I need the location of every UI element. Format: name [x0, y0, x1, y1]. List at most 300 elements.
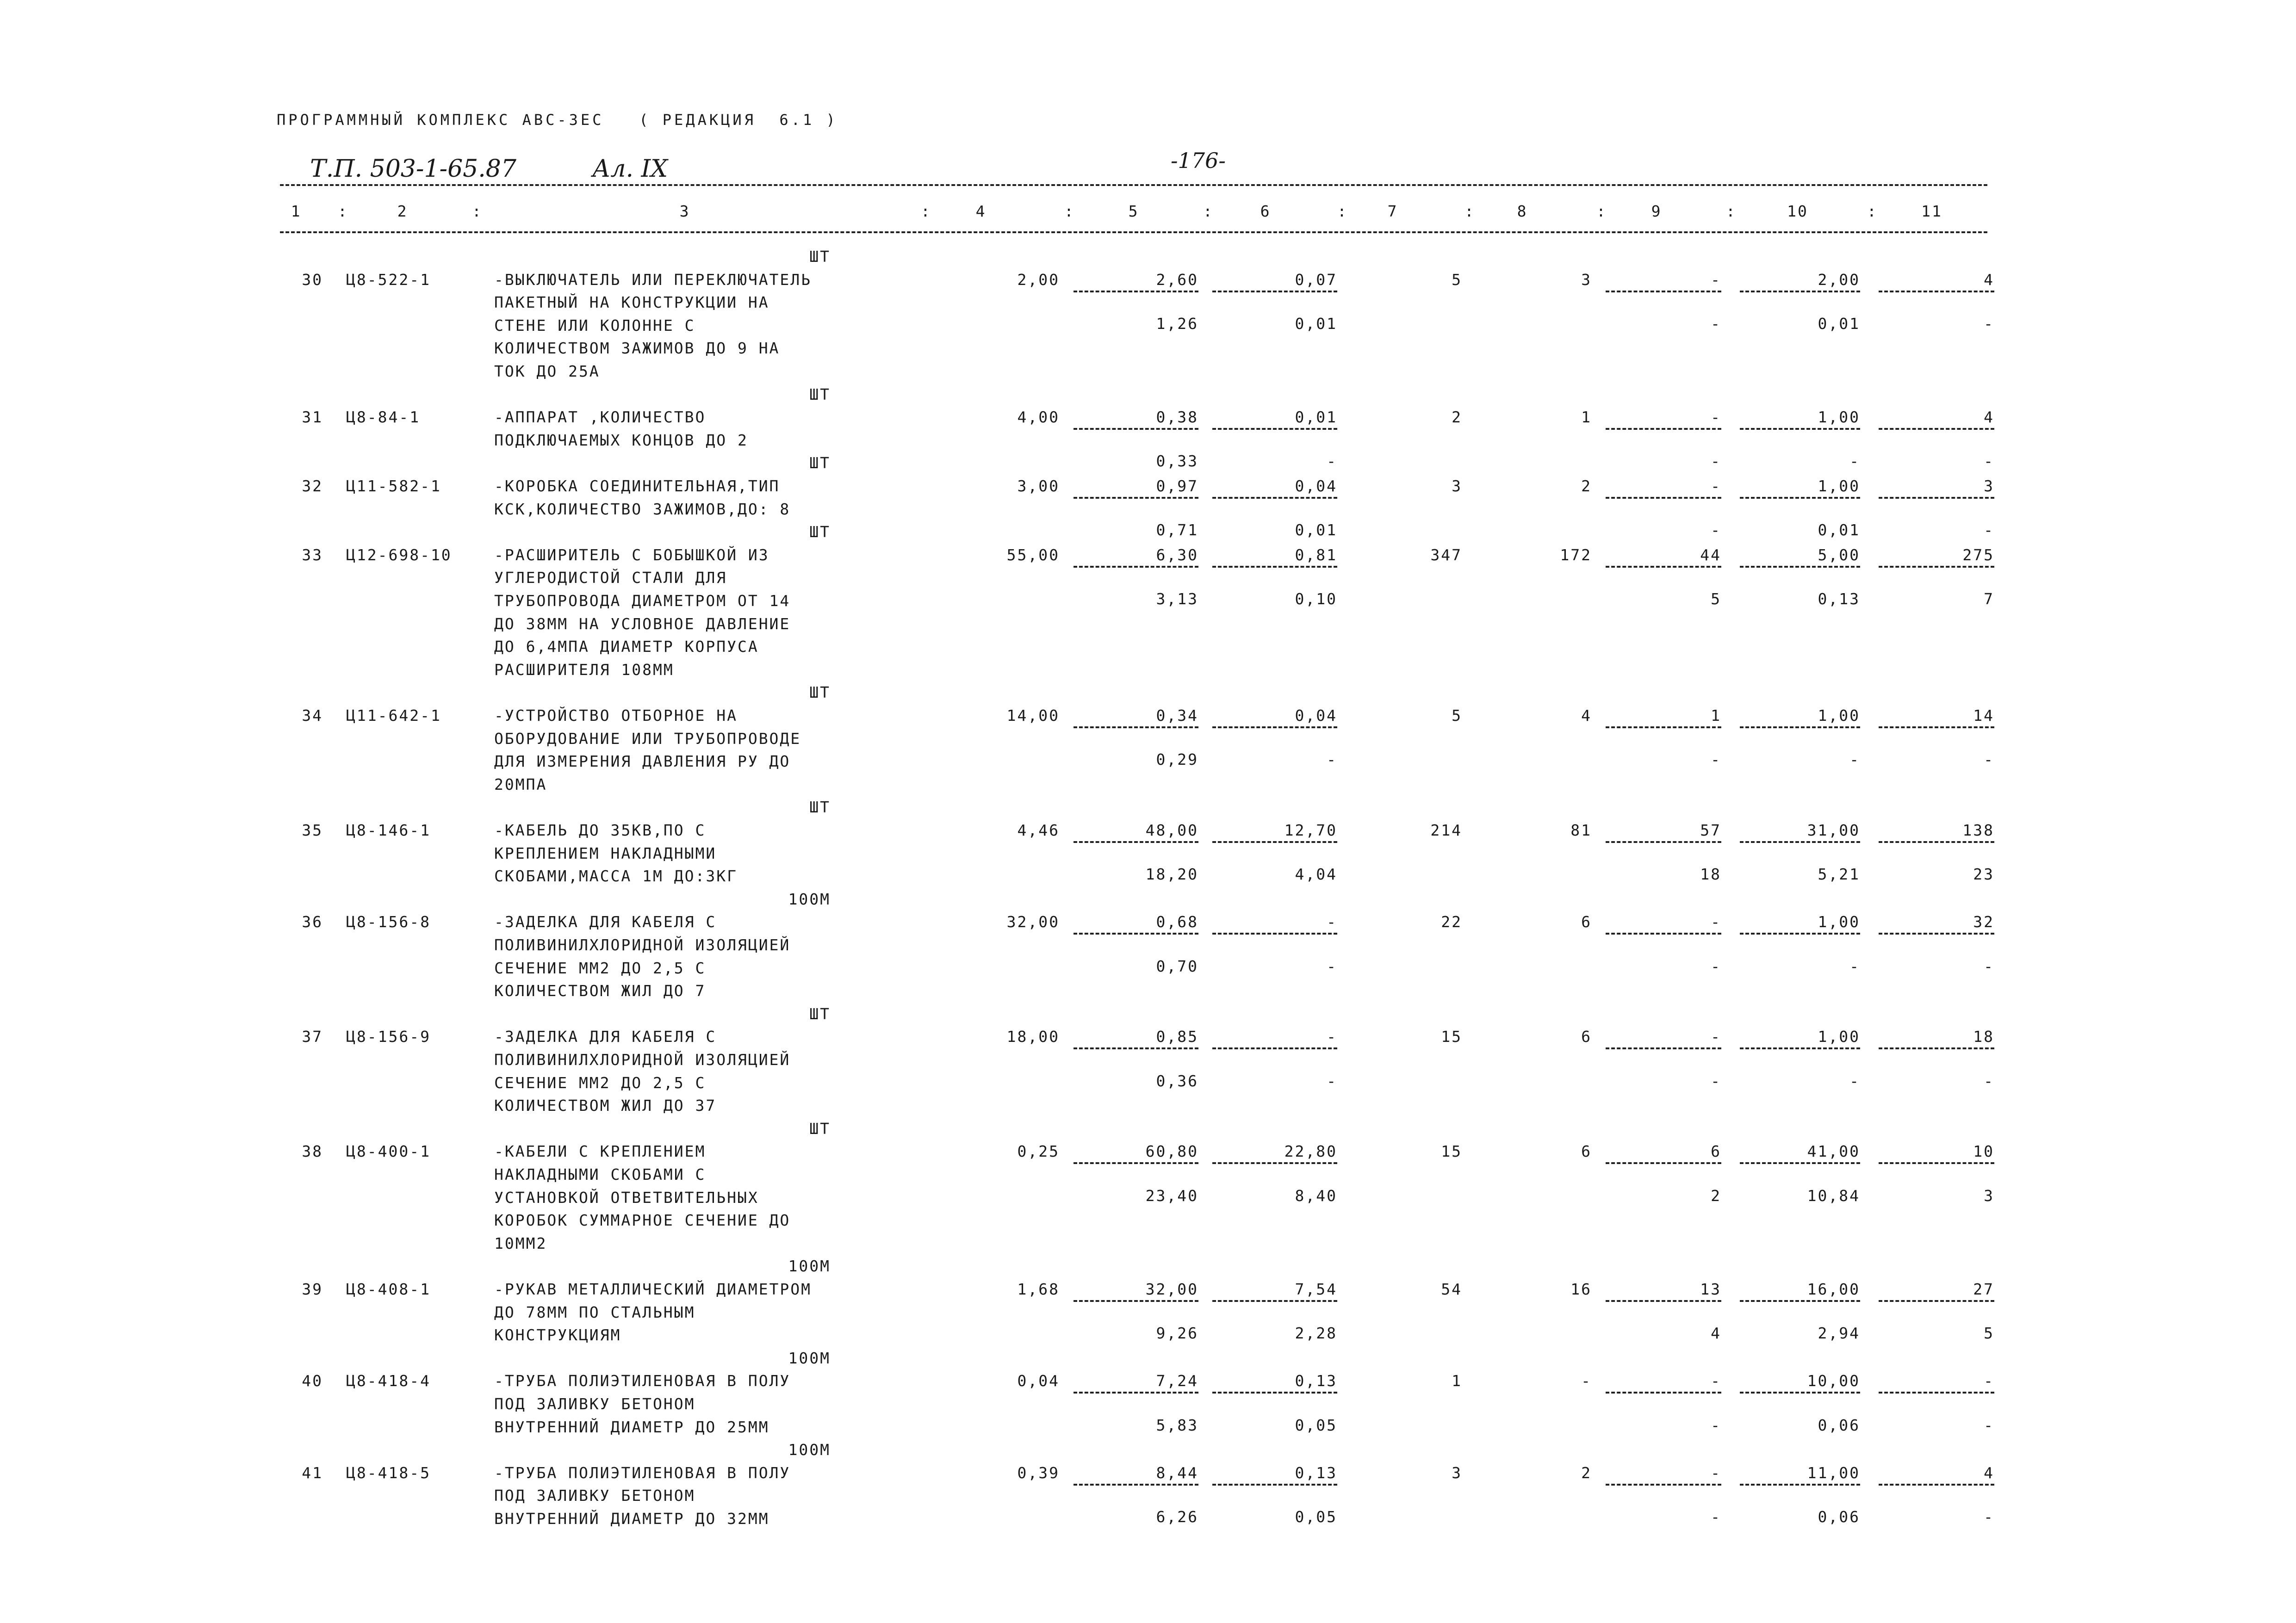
- value-c5-sub: 0,29: [1156, 750, 1198, 769]
- value-c10-sub: 2,94: [1818, 1324, 1860, 1343]
- value-c9: 6: [1711, 1142, 1721, 1161]
- value-c6-sub: 8,40: [1295, 1186, 1337, 1205]
- row-number: 33: [302, 545, 323, 564]
- value-c7: 3: [1452, 477, 1462, 495]
- item-description-line: КОРОБОК СУММАРНОЕ СЕЧЕНИЕ ДО: [494, 1211, 791, 1230]
- item-description-line: ТРУБОПРОВОДА ДИАМЕТРОМ ОТ 14: [494, 592, 791, 610]
- value-c6-sub: -: [1327, 957, 1337, 975]
- divider-9: [1606, 291, 1721, 292]
- item-description-line: -УСТРОЙСТВО ОТБОРНОЕ НА: [494, 706, 738, 725]
- value-c8: 2: [1581, 1463, 1592, 1482]
- divider-6: [1212, 933, 1337, 935]
- value-c11: 275: [1962, 545, 1994, 564]
- row-number: 30: [302, 270, 323, 289]
- value-c6-sub: 2,28: [1295, 1324, 1337, 1343]
- row-number: 40: [302, 1372, 323, 1390]
- value-c7: 3: [1452, 1463, 1462, 1482]
- divider-10: [1740, 841, 1860, 843]
- value-c10: 10,00: [1807, 1372, 1860, 1390]
- divider-10: [1740, 428, 1860, 430]
- value-c10: 5,00: [1818, 545, 1860, 564]
- unit-label: ШТ: [809, 523, 831, 541]
- program-header: ПРОГРАММНЫЙ КОМПЛЕКС АВС-3ЕС ( РЕДАКЦИЯ 6.1 ): [277, 111, 838, 129]
- divider-9: [1606, 1047, 1721, 1049]
- item-description-line: -КАБЕЛИ С КРЕПЛЕНИЕМ: [494, 1142, 706, 1161]
- column-separator: :: [1203, 202, 1214, 220]
- value-c11-sub: 3: [1984, 1186, 1994, 1205]
- divider-5: [1074, 428, 1198, 430]
- divider-9: [1606, 1162, 1721, 1164]
- value-c8: -: [1581, 1372, 1592, 1390]
- value-c6-sub: 0,01: [1295, 314, 1337, 333]
- item-description-line: -ЗАДЕЛКА ДЛЯ КАБЕЛЯ С: [494, 1028, 717, 1046]
- value-c5-sub: 3,13: [1156, 590, 1198, 608]
- divider-6: [1212, 1392, 1337, 1394]
- value-c9: -: [1711, 1463, 1721, 1482]
- album-label: Ал. IX: [592, 155, 668, 183]
- divider-10: [1740, 1484, 1860, 1486]
- value-c4: 2,00: [1017, 270, 1060, 289]
- item-description-line: -ЗАДЕЛКА ДЛЯ КАБЕЛЯ С: [494, 913, 717, 931]
- divider-9: [1606, 841, 1721, 843]
- value-c11-sub: -: [1984, 521, 1994, 539]
- value-c10-sub: -: [1849, 957, 1860, 975]
- value-c6-sub: 0,05: [1295, 1416, 1337, 1434]
- divider-10: [1740, 726, 1860, 728]
- item-description-line: -РАСШИРИТЕЛЬ С БОБЫШКОЙ ИЗ: [494, 545, 769, 564]
- item-description-line: ДО 6,4МПА ДИАМЕТР КОРПУСА: [494, 638, 759, 656]
- item-description-line: СЕЧЕНИЕ ММ2 ДО 2,5 С: [494, 959, 706, 977]
- value-c10: 1,00: [1818, 1028, 1860, 1046]
- value-c10-sub: 0,06: [1818, 1416, 1860, 1434]
- item-code: Ц12-698-10: [346, 545, 452, 564]
- value-c7: 347: [1430, 545, 1462, 564]
- value-c11: 14: [1973, 706, 1994, 725]
- value-c5: 0,38: [1156, 408, 1198, 427]
- value-c9-sub: -: [1711, 750, 1721, 769]
- unit-label: ШТ: [809, 683, 831, 702]
- item-description-line: ДЛЯ ИЗМЕРЕНИЯ ДАВЛЕНИЯ РУ ДО: [494, 752, 791, 771]
- value-c4: 4,00: [1017, 408, 1060, 427]
- value-c10-sub: 0,01: [1818, 314, 1860, 333]
- divider-11: [1879, 1047, 1994, 1049]
- divider-11: [1879, 726, 1994, 728]
- unit-label: ШТ: [809, 798, 831, 817]
- header-rule-top: [280, 184, 1987, 186]
- item-description-line: УСТАНОВКОЙ ОТВЕТВИТЕЛЬНЫХ: [494, 1188, 759, 1207]
- divider-11: [1879, 841, 1994, 843]
- divider-9: [1606, 1484, 1721, 1486]
- value-c11: 27: [1973, 1280, 1994, 1298]
- item-description-line: -КОРОБКА СОЕДИНИТЕЛЬНАЯ,ТИП: [494, 477, 780, 495]
- value-c10-sub: 0,13: [1818, 590, 1860, 608]
- divider-9: [1606, 933, 1721, 935]
- divider-10: [1740, 1300, 1860, 1302]
- unit-label: ШТ: [809, 1004, 831, 1023]
- divider-6: [1212, 1484, 1337, 1486]
- value-c4: 0,39: [1017, 1463, 1060, 1482]
- column-separator: :: [921, 202, 931, 220]
- divider-6: [1212, 291, 1337, 292]
- value-c11-sub: -: [1984, 1508, 1994, 1526]
- value-c11: 4: [1984, 270, 1994, 289]
- value-c6-sub: 4,04: [1295, 865, 1337, 884]
- item-description-line: ПОДКЛЮЧАЕМЫХ КОНЦОВ ДО 2: [494, 431, 748, 449]
- item-description-line: КОЛИЧЕСТВОМ ЖИЛ ДО 7: [494, 982, 706, 1000]
- value-c11-sub: -: [1984, 314, 1994, 333]
- row-number: 34: [302, 706, 323, 725]
- value-c11-sub: -: [1984, 750, 1994, 769]
- value-c6: 0,07: [1295, 270, 1337, 289]
- divider-6: [1212, 1047, 1337, 1049]
- row-number: 36: [302, 913, 323, 931]
- divider-11: [1879, 1484, 1994, 1486]
- item-description-line: КОЛИЧЕСТВОМ ЗАЖИМОВ ДО 9 НА: [494, 339, 780, 358]
- value-c5-sub: 0,36: [1156, 1072, 1198, 1090]
- column-separator: :: [1867, 202, 1878, 220]
- row-number: 38: [302, 1142, 323, 1161]
- doc-code: Т.П. 503-1-65.87: [310, 155, 516, 183]
- item-description-line: РАСШИРИТЕЛЯ 108ММ: [494, 660, 674, 679]
- value-c4: 32,00: [1006, 913, 1060, 931]
- value-c8: 2: [1581, 477, 1592, 495]
- value-c5-sub: 0,71: [1156, 521, 1198, 539]
- value-c9-sub: -: [1711, 314, 1721, 333]
- unit-label: ШТ: [809, 248, 831, 266]
- value-c5: 0,68: [1156, 913, 1198, 931]
- value-c9: -: [1711, 408, 1721, 427]
- value-c5: 2,60: [1156, 270, 1198, 289]
- value-c9: -: [1711, 477, 1721, 495]
- divider-6: [1212, 841, 1337, 843]
- item-description-line: ПАКЕТНЫЙ НА КОНСТРУКЦИИ НА: [494, 293, 769, 312]
- divider-5: [1074, 291, 1198, 292]
- value-c11: 4: [1984, 408, 1994, 427]
- divider-5: [1074, 1047, 1198, 1049]
- value-c7: 5: [1452, 270, 1462, 289]
- value-c6: 0,81: [1295, 545, 1337, 564]
- value-c6-sub: -: [1327, 750, 1337, 769]
- value-c11-sub: 5: [1984, 1324, 1994, 1343]
- value-c8: 6: [1581, 1142, 1592, 1161]
- column-header-3: 3: [679, 202, 690, 220]
- column-header-11: 11: [1921, 202, 1942, 220]
- divider-9: [1606, 566, 1721, 568]
- item-code: Ц8-84-1: [346, 408, 421, 427]
- column-separator: :: [1337, 202, 1348, 220]
- page-number: -176-: [1171, 148, 1226, 173]
- divider-5: [1074, 497, 1198, 499]
- value-c9: -: [1711, 913, 1721, 931]
- value-c10-sub: 0,01: [1818, 521, 1860, 539]
- value-c10: 1,00: [1818, 913, 1860, 931]
- value-c10: 31,00: [1807, 821, 1860, 839]
- value-c6-sub: 0,01: [1295, 521, 1337, 539]
- column-header-9: 9: [1651, 202, 1662, 220]
- divider-9: [1606, 1392, 1721, 1394]
- value-c9: -: [1711, 1372, 1721, 1390]
- unit-label: 100М: [788, 1257, 831, 1276]
- value-c11-sub: -: [1984, 452, 1994, 471]
- column-header-10: 10: [1787, 202, 1808, 220]
- item-description-line: ВНУТРЕННИЙ ДИАМЕТР ДО 25ММ: [494, 1418, 769, 1436]
- item-description-line: -ВЫКЛЮЧАТЕЛЬ ИЛИ ПЕРЕКЛЮЧАТЕЛЬ: [494, 270, 812, 289]
- divider-10: [1740, 1047, 1860, 1049]
- divider-6: [1212, 1300, 1337, 1302]
- value-c8: 4: [1581, 706, 1592, 725]
- value-c11-sub: -: [1984, 957, 1994, 975]
- value-c5-sub: 9,26: [1156, 1324, 1198, 1343]
- value-c6-sub: -: [1327, 452, 1337, 471]
- value-c5-sub: 6,26: [1156, 1508, 1198, 1526]
- value-c11: -: [1984, 1372, 1994, 1390]
- item-description-line: ПОЛИВИНИЛХЛОРИДНОЙ ИЗОЛЯЦИЕЙ: [494, 1051, 791, 1069]
- value-c11: 18: [1973, 1028, 1994, 1046]
- value-c10-sub: -: [1849, 750, 1860, 769]
- item-code: Ц8-400-1: [346, 1142, 431, 1161]
- value-c9: -: [1711, 270, 1721, 289]
- value-c7: 22: [1441, 913, 1462, 931]
- divider-6: [1212, 726, 1337, 728]
- divider-11: [1879, 566, 1994, 568]
- value-c9-sub: -: [1711, 957, 1721, 975]
- item-code: Ц8-418-5: [346, 1463, 431, 1482]
- item-description-line: -РУКАВ МЕТАЛЛИЧЕСКИЙ ДИАМЕТРОМ: [494, 1280, 812, 1298]
- value-c9: 13: [1700, 1280, 1721, 1298]
- value-c4: 0,04: [1017, 1372, 1060, 1390]
- value-c9-sub: 18: [1700, 865, 1721, 884]
- item-code: Ц8-156-9: [346, 1028, 431, 1046]
- value-c9-sub: 2: [1711, 1186, 1721, 1205]
- value-c5-sub: 1,26: [1156, 314, 1198, 333]
- item-description-line: СТЕНЕ ИЛИ КОЛОННЕ С: [494, 316, 695, 335]
- value-c4: 3,00: [1017, 477, 1060, 495]
- item-description-line: ПОД ЗАЛИВКУ БЕТОНОМ: [494, 1395, 695, 1413]
- value-c4: 1,68: [1017, 1280, 1060, 1298]
- value-c10: 11,00: [1807, 1463, 1860, 1482]
- value-c5-sub: 0,70: [1156, 957, 1198, 975]
- value-c6: 0,13: [1295, 1372, 1337, 1390]
- value-c7: 2: [1452, 408, 1462, 427]
- value-c4: 55,00: [1006, 545, 1060, 564]
- divider-10: [1740, 497, 1860, 499]
- value-c10: 1,00: [1818, 706, 1860, 725]
- column-separator: :: [1464, 202, 1475, 220]
- value-c11-sub: 23: [1973, 865, 1994, 884]
- value-c6: -: [1327, 913, 1337, 931]
- value-c5: 32,00: [1145, 1280, 1198, 1298]
- item-description-line: КРЕПЛЕНИЕМ НАКЛАДНЫМИ: [494, 844, 717, 862]
- column-header-2: 2: [397, 202, 408, 220]
- value-c8: 172: [1560, 545, 1592, 564]
- item-description-line: ПОЛИВИНИЛХЛОРИДНОЙ ИЗОЛЯЦИЕЙ: [494, 936, 791, 954]
- value-c5-sub: 0,33: [1156, 452, 1198, 471]
- value-c8: 6: [1581, 913, 1592, 931]
- item-description-line: 10ММ2: [494, 1234, 547, 1252]
- value-c7: 214: [1430, 821, 1462, 839]
- row-number: 35: [302, 821, 323, 839]
- value-c5-sub: 5,83: [1156, 1416, 1198, 1434]
- column-separator: :: [1726, 202, 1737, 220]
- value-c7: 15: [1441, 1028, 1462, 1046]
- item-description-line: -АППАРАТ ,КОЛИЧЕСТВО: [494, 408, 706, 427]
- divider-5: [1074, 1484, 1198, 1486]
- value-c9-sub: 4: [1711, 1324, 1721, 1343]
- header-rule-bottom: [280, 231, 1987, 233]
- value-c9-sub: -: [1711, 1072, 1721, 1090]
- divider-5: [1074, 726, 1198, 728]
- item-description-line: ОБОРУДОВАНИЕ ИЛИ ТРУБОПРОВОДЕ: [494, 729, 801, 748]
- value-c10-sub: -: [1849, 1072, 1860, 1090]
- value-c8: 3: [1581, 270, 1592, 289]
- value-c6: 0,13: [1295, 1463, 1337, 1482]
- value-c10: 1,00: [1818, 408, 1860, 427]
- divider-5: [1074, 1392, 1198, 1394]
- value-c11: 138: [1962, 821, 1994, 839]
- value-c10-sub: -: [1849, 452, 1860, 471]
- divider-10: [1740, 1162, 1860, 1164]
- value-c7: 54: [1441, 1280, 1462, 1298]
- value-c4: 18,00: [1006, 1028, 1060, 1046]
- divider-9: [1606, 726, 1721, 728]
- value-c7: 5: [1452, 706, 1462, 725]
- value-c6-sub: 0,10: [1295, 590, 1337, 608]
- value-c5: 7,24: [1156, 1372, 1198, 1390]
- column-separator: :: [1064, 202, 1075, 220]
- divider-5: [1074, 1300, 1198, 1302]
- column-header-6: 6: [1260, 202, 1271, 220]
- value-c10: 2,00: [1818, 270, 1860, 289]
- value-c9-sub: -: [1711, 1508, 1721, 1526]
- column-header-8: 8: [1517, 202, 1528, 220]
- unit-label: 100М: [788, 1349, 831, 1367]
- row-number: 37: [302, 1028, 323, 1046]
- value-c4: 0,25: [1017, 1142, 1060, 1161]
- item-code: Ц8-418-4: [346, 1372, 431, 1390]
- value-c11: 32: [1973, 913, 1994, 931]
- value-c8: 16: [1570, 1280, 1592, 1298]
- value-c5: 0,34: [1156, 706, 1198, 725]
- item-description-line: 20МПА: [494, 775, 547, 793]
- divider-6: [1212, 566, 1337, 568]
- divider-9: [1606, 428, 1721, 430]
- item-code: Ц11-582-1: [346, 477, 441, 495]
- column-header-1: 1: [291, 202, 302, 220]
- item-description-line: КСК,КОЛИЧЕСТВО ЗАЖИМОВ,ДО: 8: [494, 500, 791, 518]
- value-c5-sub: 18,20: [1145, 865, 1198, 884]
- column-separator: :: [1596, 202, 1607, 220]
- value-c11: 10: [1973, 1142, 1994, 1161]
- value-c10-sub: 10,84: [1807, 1186, 1860, 1205]
- item-description-line: СЕЧЕНИЕ ММ2 ДО 2,5 С: [494, 1073, 706, 1092]
- column-header-7: 7: [1387, 202, 1398, 220]
- item-description-line: ПОД ЗАЛИВКУ БЕТОНОМ: [494, 1487, 695, 1505]
- item-description-line: ВНУТРЕННИЙ ДИАМЕТР ДО 32ММ: [494, 1510, 769, 1528]
- value-c6: 0,01: [1295, 408, 1337, 427]
- value-c5-sub: 23,40: [1145, 1186, 1198, 1205]
- value-c5: 0,85: [1156, 1028, 1198, 1046]
- divider-11: [1879, 1300, 1994, 1302]
- value-c8: 6: [1581, 1028, 1592, 1046]
- column-separator: :: [472, 202, 483, 220]
- value-c4: 4,46: [1017, 821, 1060, 839]
- row-number: 39: [302, 1280, 323, 1298]
- item-description-line: УГЛЕРОДИСТОЙ СТАЛИ ДЛЯ: [494, 569, 727, 587]
- value-c6: 22,80: [1284, 1142, 1337, 1161]
- item-code: Ц11-642-1: [346, 706, 441, 725]
- divider-10: [1740, 933, 1860, 935]
- divider-6: [1212, 1162, 1337, 1164]
- value-c10: 41,00: [1807, 1142, 1860, 1161]
- value-c10-sub: 0,06: [1818, 1508, 1860, 1526]
- unit-label: 100М: [788, 890, 831, 908]
- value-c9-sub: -: [1711, 452, 1721, 471]
- unit-label: ШТ: [809, 1119, 831, 1138]
- divider-11: [1879, 933, 1994, 935]
- item-description-line: -ТРУБА ПОЛИЭТИЛЕНОВАЯ В ПОЛУ: [494, 1463, 791, 1482]
- value-c5: 0,97: [1156, 477, 1198, 495]
- row-number: 41: [302, 1463, 323, 1482]
- value-c9-sub: 5: [1711, 590, 1721, 608]
- divider-11: [1879, 1392, 1994, 1394]
- value-c9-sub: -: [1711, 1416, 1721, 1434]
- divider-10: [1740, 566, 1860, 568]
- unit-label: 100М: [788, 1441, 831, 1459]
- value-c6: 12,70: [1284, 821, 1337, 839]
- value-c9: 1: [1711, 706, 1721, 725]
- divider-5: [1074, 933, 1198, 935]
- value-c11-sub: -: [1984, 1072, 1994, 1090]
- value-c10-sub: 5,21: [1818, 865, 1860, 884]
- divider-9: [1606, 1300, 1721, 1302]
- value-c11-sub: -: [1984, 1416, 1994, 1434]
- divider-11: [1879, 497, 1994, 499]
- value-c11-sub: 7: [1984, 590, 1994, 608]
- column-separator: :: [338, 202, 348, 220]
- divider-5: [1074, 1162, 1198, 1164]
- divider-6: [1212, 497, 1337, 499]
- unit-label: ШТ: [809, 385, 831, 403]
- item-description-line: ТОК ДО 25А: [494, 362, 600, 380]
- item-description-line: СКОБАМИ,МАССА 1М ДО:3КГ: [494, 867, 738, 886]
- unit-label: ШТ: [809, 454, 831, 472]
- item-description-line: НАКЛАДНЫМИ СКОБАМИ С: [494, 1165, 706, 1183]
- divider-10: [1740, 291, 1860, 292]
- value-c5: 6,30: [1156, 545, 1198, 564]
- value-c9: 57: [1700, 821, 1721, 839]
- value-c6: 7,54: [1295, 1280, 1337, 1298]
- item-description-line: -ТРУБА ПОЛИЭТИЛЕНОВАЯ В ПОЛУ: [494, 1372, 791, 1390]
- divider-9: [1606, 497, 1721, 499]
- value-c4: 14,00: [1006, 706, 1060, 725]
- column-header-5: 5: [1128, 202, 1139, 220]
- row-number: 32: [302, 477, 323, 495]
- value-c10: 1,00: [1818, 477, 1860, 495]
- item-description-line: КОНСТРУКЦИЯМ: [494, 1326, 621, 1344]
- item-code: Ц8-408-1: [346, 1280, 431, 1298]
- value-c9-sub: -: [1711, 521, 1721, 539]
- item-description-line: -КАБЕЛЬ ДО 35КВ,ПО С: [494, 821, 706, 839]
- item-description-line: ДО 78ММ ПО СТАЛЬНЫМ: [494, 1303, 695, 1321]
- value-c6: -: [1327, 1028, 1337, 1046]
- value-c10: 16,00: [1807, 1280, 1860, 1298]
- divider-11: [1879, 1162, 1994, 1164]
- divider-5: [1074, 566, 1198, 568]
- value-c8: 81: [1570, 821, 1592, 839]
- value-c5: 60,80: [1145, 1142, 1198, 1161]
- item-code: Ц8-156-8: [346, 913, 431, 931]
- item-code: Ц8-522-1: [346, 270, 431, 289]
